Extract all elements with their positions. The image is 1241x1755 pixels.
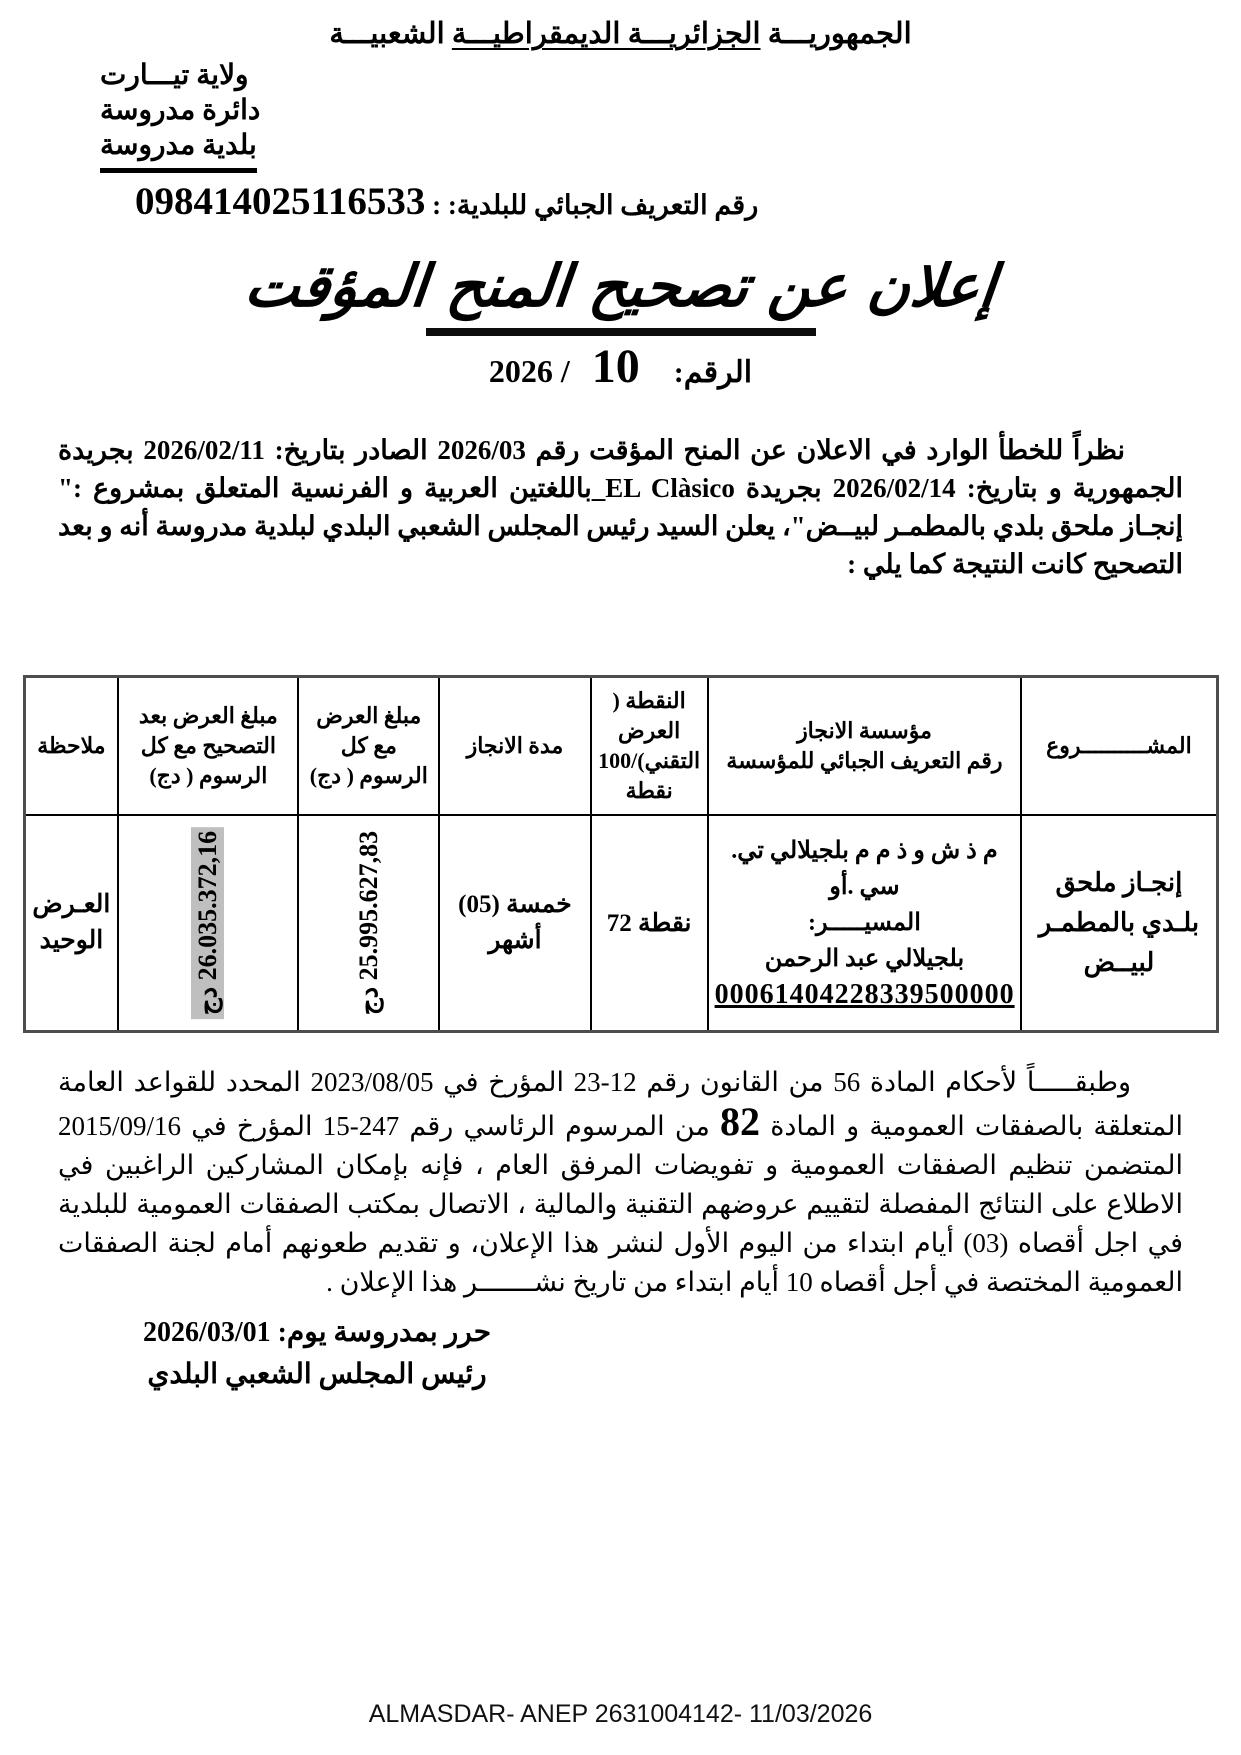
- col-header-score: النقطة ( العرض التقني)/100 نقطة: [591, 677, 708, 816]
- col-header-company-line1: مؤسسة الانجاز: [797, 718, 932, 743]
- col-header-corrected-amount: مبلغ العرض بعد التصحيح مع كل الرسوم ( دج): [118, 677, 298, 816]
- reference-year: / 2026: [488, 353, 570, 389]
- republic-text-pre: الجمهوريـــة: [760, 18, 912, 50]
- col-header-duration: مدة الانجاز: [439, 677, 591, 816]
- legal-text: المؤرخ في: [433, 1067, 574, 1097]
- commune-underlined-text: بلدية مدروسة: [100, 128, 257, 173]
- reference-number-line: [0, 340, 1241, 405]
- signature-place-label: حرر بمدروسة يوم:: [270, 1317, 491, 1348]
- cell-offer-amount: [298, 815, 439, 1032]
- decree-date: 2015/09/16: [58, 1111, 182, 1141]
- commune-line: [100, 128, 1241, 173]
- cell-score: [591, 815, 708, 1032]
- law-date: 2023/08/05: [310, 1067, 434, 1097]
- table-row: [24, 815, 1217, 1032]
- table-header-row: [24, 677, 1217, 816]
- company-fiscal-id: 00061404228339500000: [714, 979, 1015, 1010]
- republic-line: [0, 0, 1241, 54]
- intro-text: الصادر بتاريخ:: [264, 435, 438, 465]
- publication-date-2: 2026/02/14: [832, 473, 956, 503]
- decree-number: 247-15: [322, 1111, 400, 1141]
- col-header-company-line2: رقم التعريف الجبائي للمؤسسة: [726, 748, 1003, 773]
- republic-text-post: الشعبيـــة: [329, 18, 452, 50]
- announcement-title: إعلان عن تصحيح المنح المؤقت: [241, 252, 1000, 320]
- cell-company: [708, 815, 1022, 1032]
- daira-line: دائرة مدروسة: [100, 95, 261, 126]
- fiscal-id-label: رقم التعريف الجبائي للبلدية: :: [425, 190, 759, 220]
- reference-number: 10: [591, 340, 640, 393]
- cell-corrected-amount: [118, 815, 298, 1032]
- region-block: [0, 58, 1241, 173]
- article-82-number: 82: [720, 1099, 761, 1144]
- signature-block: [143, 1312, 491, 1396]
- legal-text: المؤرخ في: [181, 1111, 323, 1141]
- col-header-project: المشــــــــــروع: [1021, 677, 1217, 816]
- col-header-note: ملاحظة: [24, 677, 118, 816]
- signature-date: 2026/03/01: [143, 1317, 271, 1348]
- cell-note: العـرض الوحيد: [24, 815, 118, 1032]
- intro-paragraph: [58, 431, 1183, 583]
- cell-duration: خمسة (05) أشهر: [439, 815, 591, 1032]
- corrected-amount-vertical: [193, 827, 223, 1019]
- publication-date-1: 2026/02/11: [143, 435, 265, 465]
- company-manager-label: المسيـــــر:: [808, 910, 921, 936]
- intro-text: بجريدة: [734, 473, 833, 503]
- legal-text: المتضمن تنظيم الصفقات العمومية و تفويضات المرفق العام ، فإنه بإمكان المشاركين الراغبين في الاطلاع على النتائج المفصلة لتقييم عروضهم التقنية والمالية ، الاتصال بمكتب الصفقات العمومية للبلدية في اجل أقصاه (03) أيام ابتداء من اليوم الأول لنشر هذا الإعلان، و تقديم طعونهم أمام لجنة الصفقات العمومية المختصة في أجل أقصاه 10 أيام ابتداء من تاريخ نشـــــــر هذا الإعلان .: [58, 1150, 1183, 1297]
- intro-text: "، يعلن السيد رئيس المجلس الشعبي البلدي لبلدية مدروسة أنه و بعد التصحيح كانت النتيجة كما يلي :: [58, 511, 1183, 579]
- company-manager-name: بلجيلالي عبد الرحمن: [764, 946, 965, 972]
- legal-paragraph: [58, 1063, 1183, 1302]
- legal-text: وطبقـــــاً لأحكام المادة 56 من القانون رقم: [636, 1067, 1131, 1097]
- intro-text: _باللغتين العربية و الفرنسية المتعلق بمشروع :": [58, 473, 606, 503]
- fiscal-id-number: 098414025116533: [135, 180, 426, 223]
- fiscal-id-line: [0, 179, 1241, 224]
- offer-amount-vertical: 25.995.627,83 دج: [353, 830, 383, 1016]
- intro-text: نظراً للخطأ الوارد في الاعلان عن المنح المؤقت رقم: [525, 435, 1125, 465]
- company-legal-name: م ذ ش و ذ م م بلجيلالي تي. سي .أو: [731, 838, 998, 900]
- wilaya-line: ولاية تيـــارت: [100, 60, 249, 91]
- signature-role-line: رئيس المجلس الشعبي البلدي: [147, 1359, 487, 1390]
- cell-project: إنجـاز ملحق بلـدي بالمطمـر لبيــض: [1021, 815, 1217, 1032]
- project-name-inline: إنجـاز ملحق بلدي بالمطمـر لبيــض: [805, 511, 1183, 541]
- score-value: 72 نقطة: [606, 910, 692, 937]
- reference-label: الرقم:: [673, 356, 753, 389]
- col-header-amount: مبلغ العرض مع كل الرسوم ( دج): [298, 677, 439, 816]
- signature-date-line: [143, 1312, 491, 1354]
- results-table: [23, 675, 1219, 1033]
- footer-reference: ALMASDAR- ANEP 2631004142- 11/03/2026: [368, 1700, 873, 1728]
- republic-text-underlined: الجزائريـــة الديمقراطيـــة: [451, 18, 761, 50]
- newspaper-name: EL Clàsico: [605, 473, 735, 503]
- intro-text: بجريدة الجمهورية و بتاريخ:: [58, 435, 1183, 503]
- legal-text: المحدد للقواعد العامة المتعلقة بالصفقات العمومية و المادة: [58, 1067, 1183, 1141]
- title-underline-bar: [426, 328, 816, 336]
- previous-notice-number: 2026/03: [437, 435, 526, 465]
- law-number: 12-23: [573, 1067, 637, 1097]
- corrected-amount-highlight: 26.035.372,16 دج: [191, 827, 224, 1019]
- legal-text: من المرسوم الرئاسي رقم: [399, 1111, 721, 1141]
- col-header-company: [708, 677, 1022, 816]
